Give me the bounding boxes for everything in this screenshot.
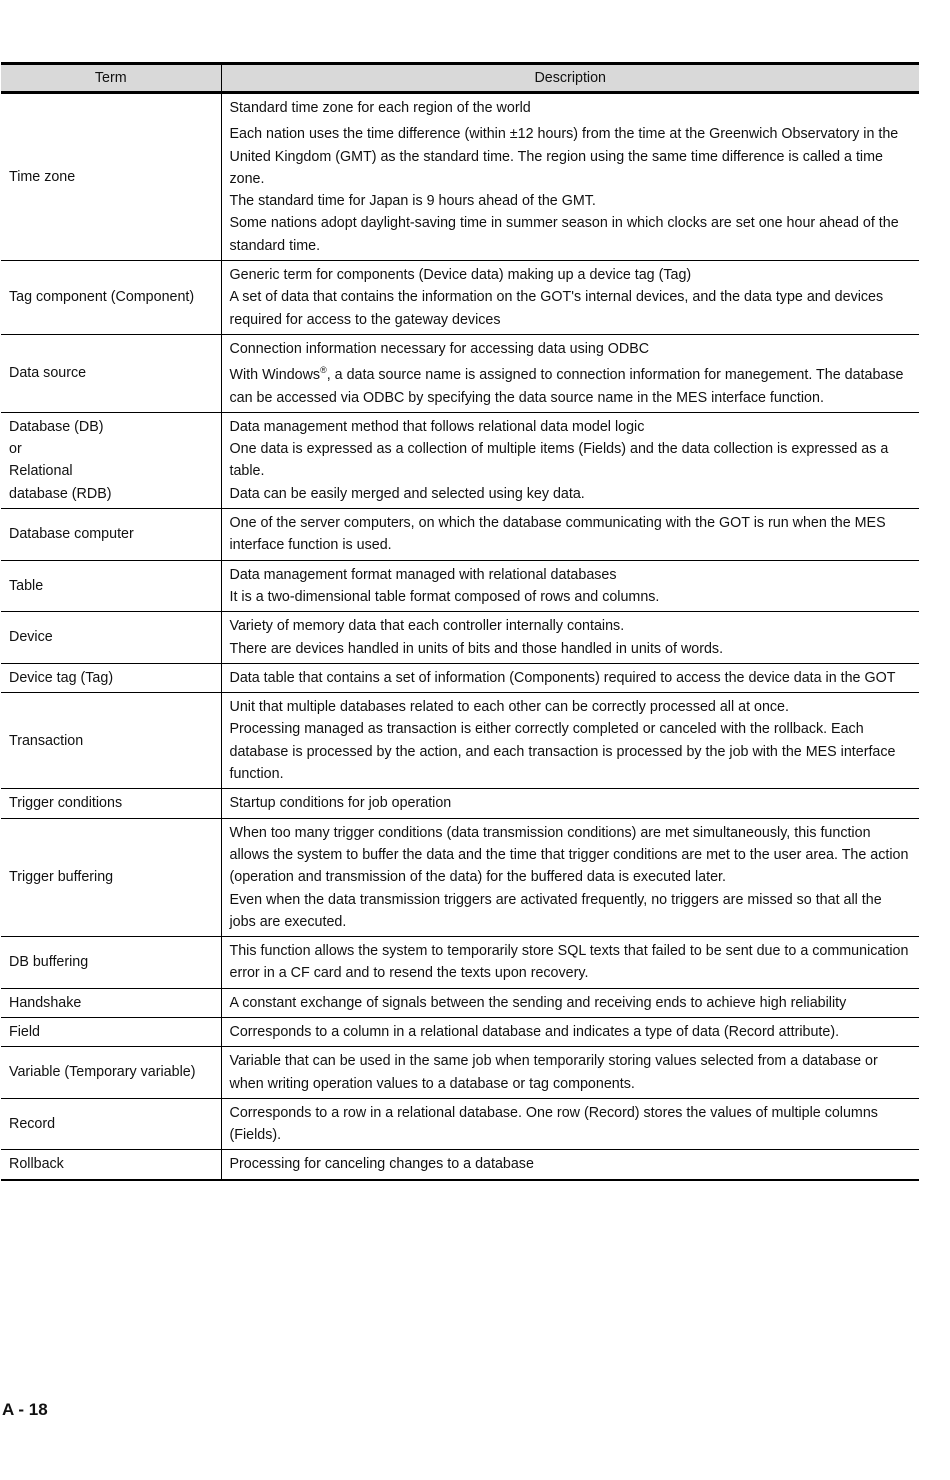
term-text: Transaction: [9, 732, 84, 749]
term-text: Device tag (Tag): [9, 669, 114, 686]
table-row: [1, 1150, 919, 1180]
windows-text: With Windows: [229, 367, 321, 384]
term-cell: [1, 1150, 221, 1180]
description-text: One data is expressed as a collection of multiple items (Fields) and the data collection is expressed as a table.: [229, 441, 889, 480]
term-cell: [1, 612, 221, 664]
description-text: Generic term for components (Device data) making up a device tag (Tag): [229, 267, 692, 284]
table-row: [1, 988, 919, 1017]
term-cell: [1, 1047, 221, 1099]
term-cell: [1, 560, 221, 612]
description-text: A set of data that contains the information on the GOT's internal devices, and the data type and devices required for access to the gateway devices: [229, 289, 884, 328]
description-text: Some nations adopt daylight-saving time in summer season in which clocks are set one hour ahead of the standard time.: [229, 215, 899, 254]
glossary-table: [1, 62, 919, 1181]
description-cell: [221, 93, 919, 261]
table-body: [1, 93, 919, 1180]
description-text: When too many trigger conditions (data transmission conditions) are met simultaneously, this function allows the system to buffer the data and the time that trigger conditions are met to the user area. The action (operation and transmission of the data) for the buffered data is executed later.: [229, 824, 909, 886]
description-text: Startup conditions for job operation: [229, 795, 452, 812]
description-text: Processing for canceling changes to a database: [229, 1156, 534, 1173]
term-text: Relational: [9, 463, 73, 480]
term-text: Variable (Temporary variable): [9, 1064, 196, 1081]
description-cell: [221, 560, 919, 612]
description-text: Data management method that follows relational data model logic: [229, 418, 645, 435]
description-text: Variety of memory data that each controller internally contains.: [229, 618, 625, 635]
description-cell: [221, 1017, 919, 1046]
term-cell: [1, 1017, 221, 1046]
description-text: One of the server computers, on which the database communicating with the GOT is run when the MES interface function is used.: [229, 515, 886, 554]
description-text: The standard time for Japan is 9 hours ahead of the GMT.: [229, 193, 596, 210]
table-row: [1, 818, 919, 936]
term-text: Database (DB): [9, 418, 104, 435]
term-cell: [1, 663, 221, 692]
term-text: Device: [9, 629, 53, 646]
description-cell: [221, 261, 919, 335]
term-cell: [1, 334, 221, 412]
description-text: Corresponds to a row in a relational database. One row (Record) stores the values of multiple columns (Fields).: [229, 1104, 878, 1144]
description-text: It is a two-dimensional table format composed of rows and columns.: [229, 588, 660, 605]
term-text: Trigger conditions: [9, 795, 123, 812]
table-row: [1, 663, 919, 692]
header-row: [1, 64, 919, 93]
term-text: Tag component (Component): [9, 289, 195, 306]
description-text: Unit that multiple databases related to each other can be correctly processed all at once.: [229, 699, 789, 716]
description-cell: [221, 818, 919, 936]
description-text: Variable that can be used in the same job when temporarily storing values selected from a database or when writing operation values to a database or tag components.: [229, 1053, 878, 1092]
description-cell: [221, 663, 919, 692]
description-text: Each nation uses the time difference (within ±12 hours) from the time at the Greenwich Observatory in the United Kingdom (GMT) as the standard time. The region using the same time difference is called a time zone.: [229, 126, 899, 187]
table-row: [1, 334, 919, 412]
term-cell: [1, 937, 221, 989]
description-text: Data management format managed with relational databases: [229, 566, 617, 583]
description-cell: [221, 509, 919, 561]
description-text: Data table that contains a set of information (Components) required to access the device data in the GOT: [229, 669, 896, 686]
term-cell: [1, 818, 221, 936]
description-text: There are devices handled in units of bits and those handled in units of words.: [229, 640, 724, 657]
description-cell: [221, 789, 919, 818]
registered-mark: ®: [320, 365, 327, 376]
term-text: database (RDB): [9, 485, 112, 502]
term-cell: [1, 509, 221, 561]
term-cell: [1, 412, 221, 508]
table-row: [1, 612, 919, 664]
description-cell: [221, 1047, 919, 1099]
description-text: Processing managed as transaction is either correctly completed or canceled with the rollback. Each database is processed by the action, and each transaction is processed by the job with the MES interface function.: [229, 721, 896, 783]
table-row: [1, 789, 919, 818]
term-text: Database computer: [9, 526, 134, 543]
term-cell: [1, 693, 221, 789]
description-cell: [221, 412, 919, 508]
table-row: [1, 93, 919, 261]
table-row: [1, 509, 919, 561]
table-row: [1, 261, 919, 335]
term-text: Table: [9, 577, 44, 594]
description-cell: [221, 937, 919, 989]
term-text: Field: [9, 1023, 40, 1040]
table-row: [1, 1047, 919, 1099]
term-cell: [1, 93, 221, 261]
description-cell: [221, 693, 919, 789]
description-text: [230, 364, 912, 409]
table-row: [1, 412, 919, 508]
description-text: Connection information necessary for accessing data using ODBC: [229, 340, 650, 357]
description-text-continued: , a data source name is assigned to connection information for manegement. The database can be accessed via ODBC by specifying the data source name in the MES interface function.: [229, 367, 904, 406]
description-cell: [221, 988, 919, 1017]
table-row: [1, 693, 919, 789]
term-text: Data source: [9, 365, 87, 382]
table-row: [1, 1098, 919, 1150]
term-cell: [1, 789, 221, 818]
page-number: A - 18: [2, 1400, 48, 1419]
description-text: A constant exchange of signals between the sending and receiving ends to achieve high reliability: [229, 994, 847, 1011]
table-row: [1, 937, 919, 989]
table-row: [1, 560, 919, 612]
description-text: Data can be easily merged and selected using key data.: [229, 485, 585, 502]
description-cell: [221, 612, 919, 664]
term-text: Trigger buffering: [9, 869, 114, 886]
description-cell: [221, 1150, 919, 1180]
term-text: Rollback: [9, 1156, 64, 1173]
term-cell: [1, 988, 221, 1017]
description-cell: [221, 1098, 919, 1150]
description-cell: [221, 334, 919, 412]
table-row: [1, 1017, 919, 1046]
term-text: Handshake: [9, 994, 82, 1011]
description-text: Standard time zone for each region of the world: [229, 100, 531, 116]
description-column-header: Description: [221, 64, 919, 93]
term-text: Time zone: [9, 168, 76, 185]
term-column-header: Term: [1, 64, 221, 93]
description-text: This function allows the system to temporarily store SQL texts that failed to be sent due to a communication error in a CF card and to resend the texts upon recovery.: [229, 943, 909, 982]
description-text: Corresponds to a column in a relational database and indicates a type of data (Record attribute).: [229, 1023, 840, 1040]
term-cell: [1, 261, 221, 335]
term-cell: [1, 1098, 221, 1150]
description-text: Even when the data transmission triggers are activated frequently, no triggers are missed so that all the jobs are executed.: [229, 891, 882, 930]
table-header: [1, 64, 919, 93]
term-text: DB buffering: [9, 954, 89, 971]
term-text: or: [9, 441, 22, 458]
term-text: Record: [9, 1116, 56, 1133]
